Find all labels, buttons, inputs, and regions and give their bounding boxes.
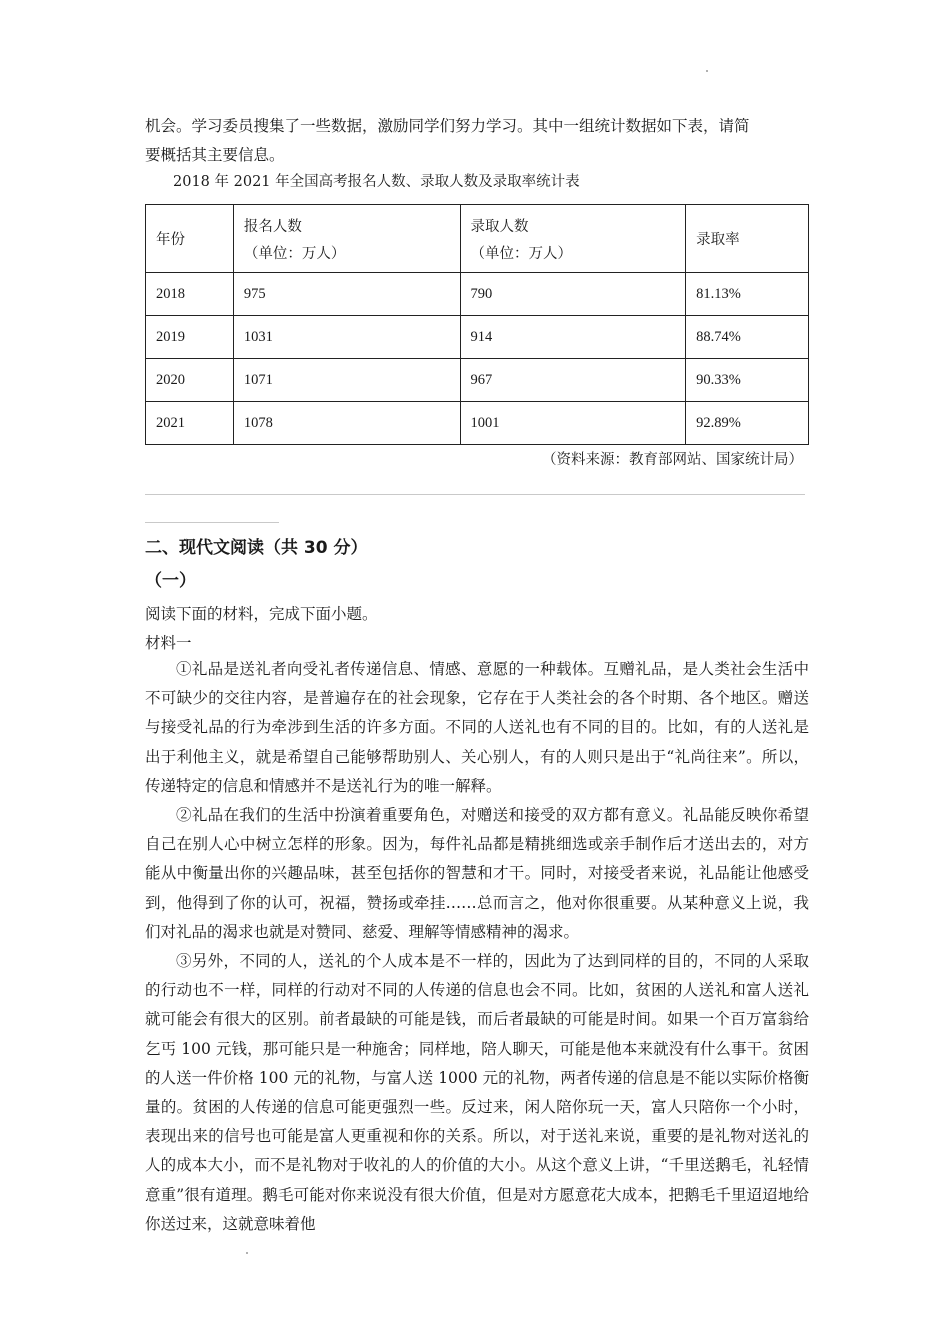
statistics-table — [145, 204, 809, 445]
paragraph: ②礼品在我们的生活中扮演着重要角色，对赠送和接受的双方都有意义。礼品能反映你希望自己在别人心中树立怎样的形象。因为，每件礼品都是精挑细选或亲手制作后才送出去的，对方能从中衡量出你的兴趣品味，甚至包括你的智慧和才干。同时，对接受者来说，礼品能让他感受到，他得到了你的认可，祝福，赞扬或牵挂……总而言之，他对你很重要。从某种意义上说，我们对礼品的渴求也就是对赞同、慈爱、理解等情感精神的渴求。 — [145, 806, 809, 941]
header-admitted-unit: （单位：万人） — [470, 245, 572, 262]
table-source-note: （资料来源：教育部网站、国家统计局） — [542, 452, 803, 468]
cell-year: 2018 — [146, 273, 234, 316]
header-year: 年份 — [146, 205, 234, 273]
section-title: 二、现代文阅读（共 30 分） — [145, 538, 368, 558]
cell-rate: 92.89% — [686, 402, 809, 445]
table-row — [146, 316, 809, 359]
intro-paragraph — [145, 112, 809, 170]
scan-speck — [246, 1252, 248, 1254]
table-row — [146, 402, 809, 445]
cell-applicants: 975 — [233, 273, 460, 316]
header-applicants — [233, 205, 460, 273]
header-admitted — [460, 205, 686, 273]
material-label: 材料一 — [145, 634, 192, 652]
header-admitted-label: 录取人数 — [470, 218, 529, 235]
table-row — [146, 273, 809, 316]
intro-line: 要概括其主要信息。 — [145, 146, 285, 164]
reading-instruction: 阅读下面的材料，完成下面小题。 — [145, 605, 378, 623]
table-row — [146, 359, 809, 402]
table-header-row — [146, 205, 809, 273]
cell-rate: 81.13% — [686, 273, 809, 316]
short-divider — [145, 522, 279, 523]
table-caption: 2018 年 2021 年全国高考报名人数、录取人数及录取率统计表 — [173, 174, 580, 190]
cell-admitted: 790 — [460, 273, 686, 316]
header-applicants-label: 报名人数 — [243, 218, 302, 235]
cell-admitted: 967 — [460, 359, 686, 402]
material-body — [145, 655, 809, 1239]
scan-speck — [706, 70, 708, 72]
header-applicants-unit: （单位：万人） — [243, 245, 346, 262]
header-rate: 录取率 — [686, 205, 809, 273]
subsection-title: （一） — [145, 571, 196, 591]
cell-year: 2019 — [146, 316, 234, 359]
cell-admitted: 914 — [460, 316, 686, 359]
paragraph: ③另外，不同的人，送礼的个人成本是不一样的，因此为了达到同样的目的，不同的人采取的行动也不一样，同样的行动对不同的人传递的信息也会不同。比如，贫困的人送礼和富人送礼就可能会有很大的区别。前者最缺的可能是钱，而后者最缺的可能是时间。如果一个百万富翁给乞丐 100 元钱，那可能只是一种施舍；同样地，陪人聊天，可能是他本来就没有什么事干。贫困的人送一件价格 100 元的礼物，与富人送 1000 元的礼物，两者传递的信息是不能以实际价格衡量的。贫困的人传递的信息可能更强烈一些。反过来，闲人陪你玩一天，富人只陪你一个小时，表现出来的信号也可能是富人更重视和你的关系。所以，对于送礼来说，重要的是礼物对送礼的人的成本大小，而不是礼物对于收礼的人的价值的大小。从这个意义上讲，“千里送鹅毛，礼轻情意重”很有道理。鹅毛可能对你来说没有很大价值，但是对方愿意花大成本，把鹅毛千里迢迢地给你送过来，这就意味着他 — [145, 952, 809, 1233]
paragraph: ①礼品是送礼者向受礼者传递信息、情感、意愿的一种载体。互赠礼品，是人类社会生活中不可缺少的交往内容，是普遍存在的社会现象，它存在于人类社会的各个时期、各个地区。赠送与接受礼品的行为牵涉到生活的许多方面。不同的人送礼也有不同的目的。比如，有的人送礼是出于利他主义，就是希望自己能够帮助别人、关心别人，有的人则只是出于“礼尚往来”。所以，传递特定的信息和情感并不是送礼行为的唯一解释。 — [145, 660, 809, 795]
cell-applicants: 1071 — [233, 359, 460, 402]
cell-rate: 88.74% — [686, 316, 809, 359]
intro-line: 机会。学习委员搜集了一些数据，激励同学们努力学习。其中一组统计数据如下表，请简 — [145, 117, 750, 135]
cell-year: 2020 — [146, 359, 234, 402]
cell-year: 2021 — [146, 402, 234, 445]
cell-rate: 90.33% — [686, 359, 809, 402]
section-divider — [145, 494, 805, 495]
cell-applicants: 1078 — [233, 402, 460, 445]
cell-admitted: 1001 — [460, 402, 686, 445]
cell-applicants: 1031 — [233, 316, 460, 359]
